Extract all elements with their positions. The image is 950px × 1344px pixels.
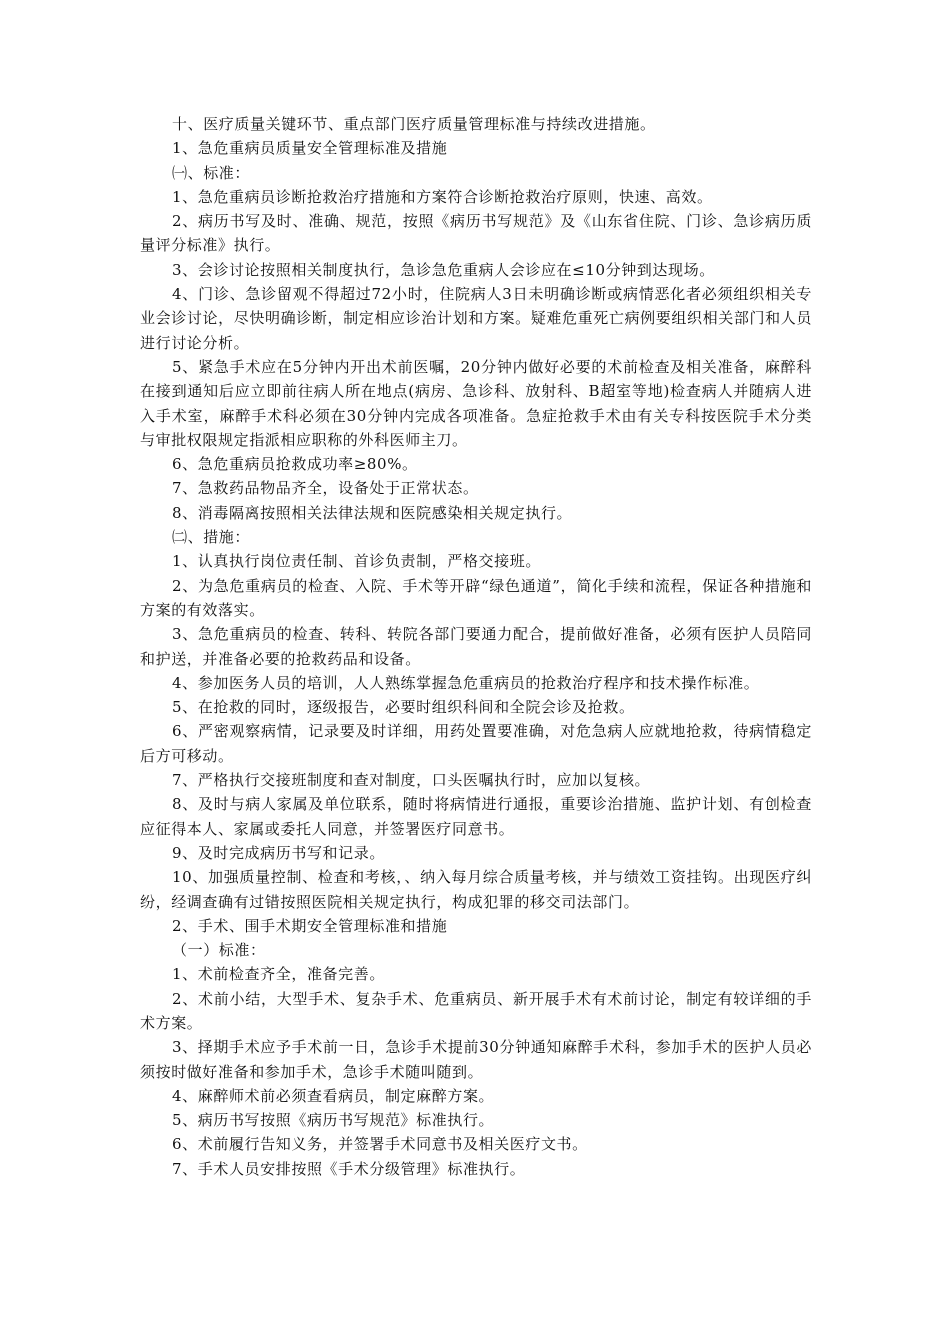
paragraph: 2、为急危重病员的检查、入院、手术等开辟“绿色通道”，简化手续和流程，保证各种措施和方案的有效落实。 [140, 576, 812, 619]
paragraph: 5、在抢救的同时，逐级报告，必要时组织科间和全院会诊及抢救。 [172, 698, 635, 717]
paragraph: 4、门诊、急诊留观不得超过72小时，住院病人3日未明确诊断或病情恶化者必须组织相关专业会诊讨论，尽快明确诊断，制定相应诊治计划和方案。疑难危重死亡病例要组织相关部门和人员进行讨论分析。 [140, 285, 812, 352]
paragraph: 6、急危重病员抢救成功率≥80%。 [172, 455, 418, 474]
paragraph: 4、麻醉师术前必须查看病员，制定麻醉方案。 [172, 1086, 495, 1105]
paragraph: 6、严密观察病情，记录要及时详细，用药处置要准确，对危急病人应就地抢救，待病情稳定后方可移动。 [140, 722, 812, 765]
measures-heading: ㈡、措施： [172, 528, 251, 547]
paragraph: 2、术前小结，大型手术、复杂手术、危重病员、新开展手术有术前讨论，制定有较详细的手术方案。 [140, 989, 812, 1032]
paragraph: 4、参加医务人员的培训，人人熟练掌握急危重病员的抢救治疗程序和技术操作标准。 [172, 673, 760, 692]
paragraph: 9、及时完成病历书写和记录。 [172, 843, 385, 862]
paragraph: 3、择期手术应予手术前一日，急诊手术提前30分钟通知麻醉手术科，参加手术的医护人员必须按时做好准备和参加手术，急诊手术随叫随到。 [140, 1038, 812, 1081]
paragraph: 8、及时与病人家属及单位联系，随时将病情进行通报，重要诊治措施、监护计划、有创检查应征得本人、家属或委托人同意，并签署医疗同意书。 [140, 795, 812, 838]
paragraph: 2、病历书写及时、准确、规范，按照《病历书写规范》及《山东省住院、门诊、急诊病历质量评分标准》执行。 [140, 212, 812, 255]
section-heading: 十、医疗质量关键环节、重点部门医疗质量管理标准与持续改进措施。 [172, 115, 656, 133]
standards-heading: ㈠、标准： [172, 163, 251, 182]
paragraph: 6、术前履行告知义务，并签署手术同意书及相关医疗文书。 [172, 1135, 588, 1154]
paragraph: 8、消毒隔离按照相关法律法规和医院感染相关规定执行。 [172, 503, 573, 522]
paragraph: 3、急危重病员的检查、转科、转院各部门要通力配合，提前做好准备，必须有医护人员陪同和护送，并准备必要的抢救药品和设备。 [140, 625, 812, 668]
document-body [140, 112, 812, 1181]
paragraph: 1、急危重病员诊断抢救治疗措施和方案符合诊断抢救治疗原则，快速、高效。 [172, 187, 713, 206]
paragraph: 7、急救药品物品齐全，设备处于正常状态。 [172, 479, 479, 498]
paragraph: 5、紧急手术应在5分钟内开出术前医嘱，20分钟内做好必要的术前检查及相关准备，麻醉科在接到通知后应立即前往病人所在地点(病房、急诊科、放射科、B超室等地)检查病人并随病人进入手术室，麻醉手术科必须在30分钟内完成各项准备。急症抢救手术由有关专科按医院手术分类与审批权限规定指派相应职称的外科医师主刀。 [140, 357, 812, 449]
standards-heading: （一）标准： [172, 941, 266, 960]
paragraph: 7、严格执行交接班制度和查对制度，口头医嘱执行时，应加以复核。 [172, 771, 651, 790]
paragraph: 5、病历书写按照《病历书写规范》标准执行。 [172, 1111, 495, 1130]
paragraph: 10、加强质量控制、检查和考核，、纳入每月综合质量考核，并与绩效工资挂钩。出现医疗纠纷，经调查确有过错按照医院相关规定执行，构成犯罪的移交司法部门。 [140, 868, 812, 911]
subsection-heading: 1、急危重病员质量安全管理标准及措施 [172, 139, 448, 158]
paragraph: 7、手术人员安排按照《手术分级管理》标准执行。 [172, 1159, 526, 1178]
paragraph: 1、认真执行岗位责任制、首诊负责制，严格交接班。 [172, 552, 541, 571]
subsection-heading: 2、手术、围手术期安全管理标准和措施 [172, 916, 448, 935]
paragraph: 1、术前检查齐全，准备完善。 [172, 965, 385, 984]
paragraph: 3、会诊讨论按照相关制度执行，急诊急危重病人会诊应在≤10分钟到达现场。 [172, 260, 715, 279]
